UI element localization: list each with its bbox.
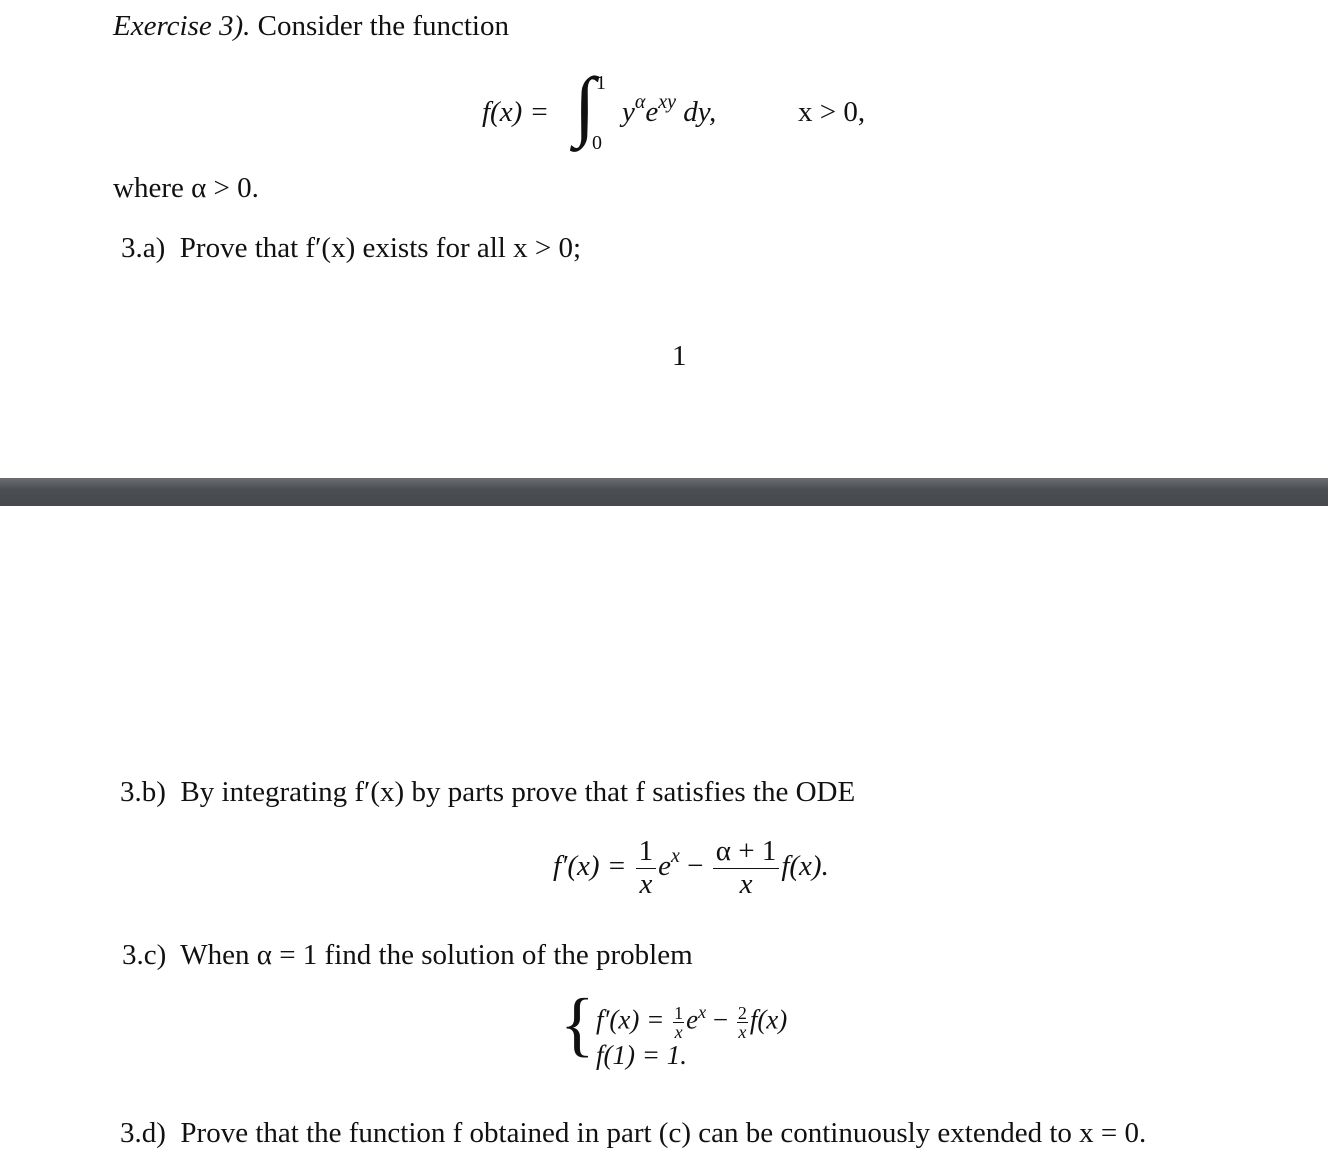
integral-upper-limit: 1: [596, 72, 606, 94]
ode-system: [560, 984, 880, 1076]
where-alpha: where α > 0.: [113, 172, 259, 204]
ode-frac1-den: x: [639, 867, 653, 900]
integrand-dy: dy,: [683, 96, 717, 128]
integrand-alpha: α: [634, 91, 646, 113]
ode-frac1-num: 1: [638, 835, 654, 867]
page-separator: [0, 478, 1328, 506]
integral-lower-limit: 0: [592, 132, 602, 154]
part-a: [121, 234, 581, 263]
exercise-label: Exercise 3).: [113, 10, 251, 42]
integrand: [622, 91, 717, 128]
part-d: [120, 1119, 1146, 1148]
integrand-e: e: [645, 96, 659, 128]
ode-e: e: [658, 850, 672, 883]
integral-sign: ∫: [574, 61, 596, 148]
system-line-1: [596, 1001, 788, 1042]
ode-frac-alpha-plus-one: [713, 836, 780, 901]
system-line1-lhs: f′(x) =: [596, 1004, 665, 1035]
equation-definition: [482, 61, 902, 154]
ode-minus: −: [687, 850, 704, 883]
system-frac1-num: 1: [674, 1003, 684, 1023]
eq1-lhs: f(x) =: [482, 96, 550, 128]
part-d-label: 3.d): [120, 1117, 166, 1149]
system-minus: −: [712, 1004, 729, 1035]
system-brace: {: [560, 984, 595, 1064]
system-frac2-den: x: [738, 1022, 747, 1042]
part-b-text: By integrating f′(x) by parts prove that f satisfies the ODE: [180, 776, 856, 808]
part-a-text: Prove that f′(x) exists for all x > 0;: [179, 232, 582, 264]
system-frac1: [673, 1004, 684, 1041]
eq1-condition: x > 0,: [798, 96, 866, 128]
system-frac1-den: x: [674, 1022, 683, 1042]
ode-frac-one-over-x: [636, 836, 657, 901]
integrand-y: y: [622, 96, 635, 128]
system-line1-tail: f(x): [749, 1004, 788, 1035]
part-b: [120, 778, 855, 807]
ode-frac2-den: x: [739, 867, 753, 900]
ode-tail: f(x).: [781, 850, 829, 883]
part-b-label: 3.b): [120, 776, 166, 808]
system-frac2: [737, 1004, 748, 1041]
system-e: e: [686, 1004, 699, 1035]
part-d-text: Prove that the function f obtained in part (c) can be continuously extended to x = 0.: [180, 1117, 1147, 1149]
part-a-label: 3.a): [121, 232, 166, 264]
part-c-text: When α = 1 find the solution of the problem: [180, 939, 693, 971]
ode-lhs: f′(x) =: [553, 850, 627, 883]
ode-frac2-num: α + 1: [715, 835, 777, 867]
system-e-exp: x: [698, 1001, 707, 1022]
ode-equation: [553, 836, 829, 901]
exercise-title: [113, 12, 509, 41]
part-c: [122, 941, 693, 970]
system-frac2-num: 2: [737, 1003, 747, 1023]
exercise-intro: Consider the function: [257, 10, 509, 42]
system-line-2: f(1) = 1.: [596, 1040, 687, 1070]
ode-e-exp: x: [671, 845, 680, 868]
integrand-xy: xy: [658, 91, 677, 113]
part-c-label: 3.c): [122, 939, 167, 971]
page-number: 1: [672, 340, 687, 372]
